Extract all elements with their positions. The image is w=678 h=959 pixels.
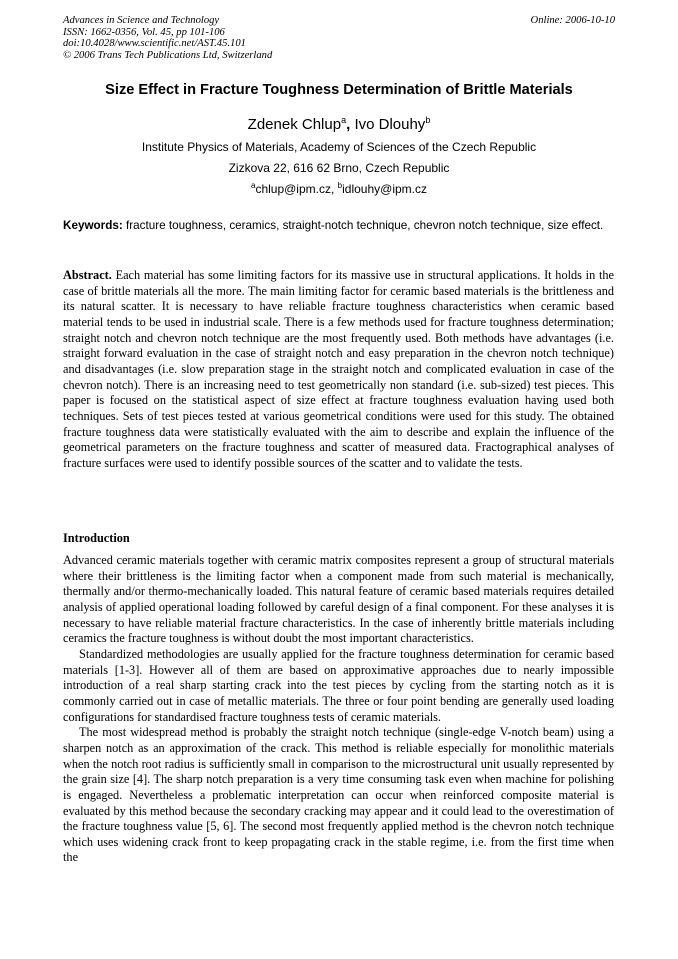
author-name: Zdenek Chlup: [247, 116, 342, 133]
keywords-text: fracture toughness, ceramics, straight-notch technique, chevron notch technique, size effect.: [126, 219, 604, 232]
email-superscript: a: [250, 181, 256, 190]
email-link[interactable]: idlouhy@ipm.cz: [342, 182, 427, 196]
author-superscript: b: [425, 115, 431, 125]
paper-title: Size Effect in Fracture Toughness Determination of Brittle Materials: [105, 82, 573, 98]
author-name: Ivo Dlouhy: [354, 116, 426, 133]
running-header: [63, 15, 615, 61]
abstract: [63, 268, 614, 472]
keywords-label: Keywords:: [63, 219, 123, 232]
affiliation-institute: Institute Physics of Materials, Academy of Sciences of the Czech Republic: [141, 140, 537, 154]
copyright-line: © 2006 Trans Tech Publications Ltd, Switzerland: [63, 49, 273, 61]
issn-line: ISSN: 1662-0356, Vol. 45, pp 101-106: [63, 26, 225, 38]
doi-line: doi:10.4028/www.scientific.net/AST.45.101: [63, 38, 246, 50]
email-superscript: b: [337, 181, 343, 190]
paragraph: The most widespread method is probably the straight notch technique (single-edge V-notch beam) using a sharpen notch as an approximation of the crack. This method is reliable especially for monolithic materials when the notch root radius is sufficiently small in comparison to the microstructural unit usually represented by the grain size [4]. The sharp notch preparation is a very time consuming task even when machine for polishing is engaged. Nevertheless a problematic interpretation can occur when reinforced composite material is evaluated by this method because the secondary cracking may appear and it could lead to the overestimation of the fracture toughness value [5, 6]. The second most frequently applied method is the chevron notch technique which uses widening crack front to keep propagating crack in the stable regime, i.e. from the first time when the: [63, 725, 614, 865]
author-separator: ,: [346, 116, 351, 133]
affiliation-address: Zizkova 22, 616 62 Brno, Czech Republic: [228, 161, 450, 175]
online-date: Online: 2006-10-10: [530, 15, 615, 26]
email-link[interactable]: chlup@ipm.cz,: [255, 182, 335, 196]
journal-name: Advances in Science and Technology: [63, 15, 220, 26]
section-heading: Introduction: [63, 531, 130, 545]
author-superscript: a: [341, 115, 347, 125]
keywords: [63, 219, 614, 234]
author-line: [0, 115, 678, 133]
abstract-text: Each material has some limiting factors for its massive use in structural applications. It holds in the case of brittle materials all the more. The main limiting factor for ceramic based materials is the brittleness and its natural scatter. It is necessary to have reliable fracture toughness characteristics when ceramic based material tends to be used in industrial scale. There is a few methods used for fracture toughness determination; straight notch and chevron notch technique are the most frequently used. Both methods have advantages (i.e. straight forward evaluation in the case of straight notch and easy preparation in the chevron notch technique) and disadvantages (i.e. slow preparation stage in the straight notch and complicated evaluation in case of the chevron notch). There is an increasing need to test geometrically non standard (i.e. sub-sized) test pieces. This paper is focused on the statistical aspect of size effect at fracture toughness evaluation having used both techniques. Sets of test pieces tested at various geometrical conditions were used for this study. The obtained fracture toughness data were statistically evaluated with the aim to describe and explain the influence of the geometrical parameters on the fracture toughness and scatter of measured data. Fractographical analyses of fracture surfaces were used to identify possible sources of the scatter and to validate the tests.: [63, 268, 614, 470]
abstract-label: Abstract.: [63, 268, 112, 282]
paragraph: Advanced ceramic materials together with ceramic matrix composites represent a group of structural materials where their brittleness is the limiting factor when a component made from such material is mechanically, thermally and/or thermo-mechanically loaded. This natural feature of ceramic based materials requires detailed analysis of applied operational loading followed by careful design of a final component. For these analyses it is necessary to have reliable material fracture characteristics. In the case of inherently brittle materials including ceramics the fracture toughness is without doubt the most important characteristics.: [63, 553, 614, 646]
affiliation-emails: [0, 181, 678, 196]
introduction-body: [63, 553, 614, 866]
paragraph: Standardized methodologies are usually applied for the fracture toughness determination for ceramic based materials [1-3]. However all of them are based on approximative approaches due to nearly impossible introduction of a real sharp starting crack into the test pieces by cycling from the starting notch as it is commonly carried out in case of metallic materials. The three or four point bending are generally used loading configurations for standardised fracture toughness tests of ceramic materials.: [63, 646, 614, 724]
